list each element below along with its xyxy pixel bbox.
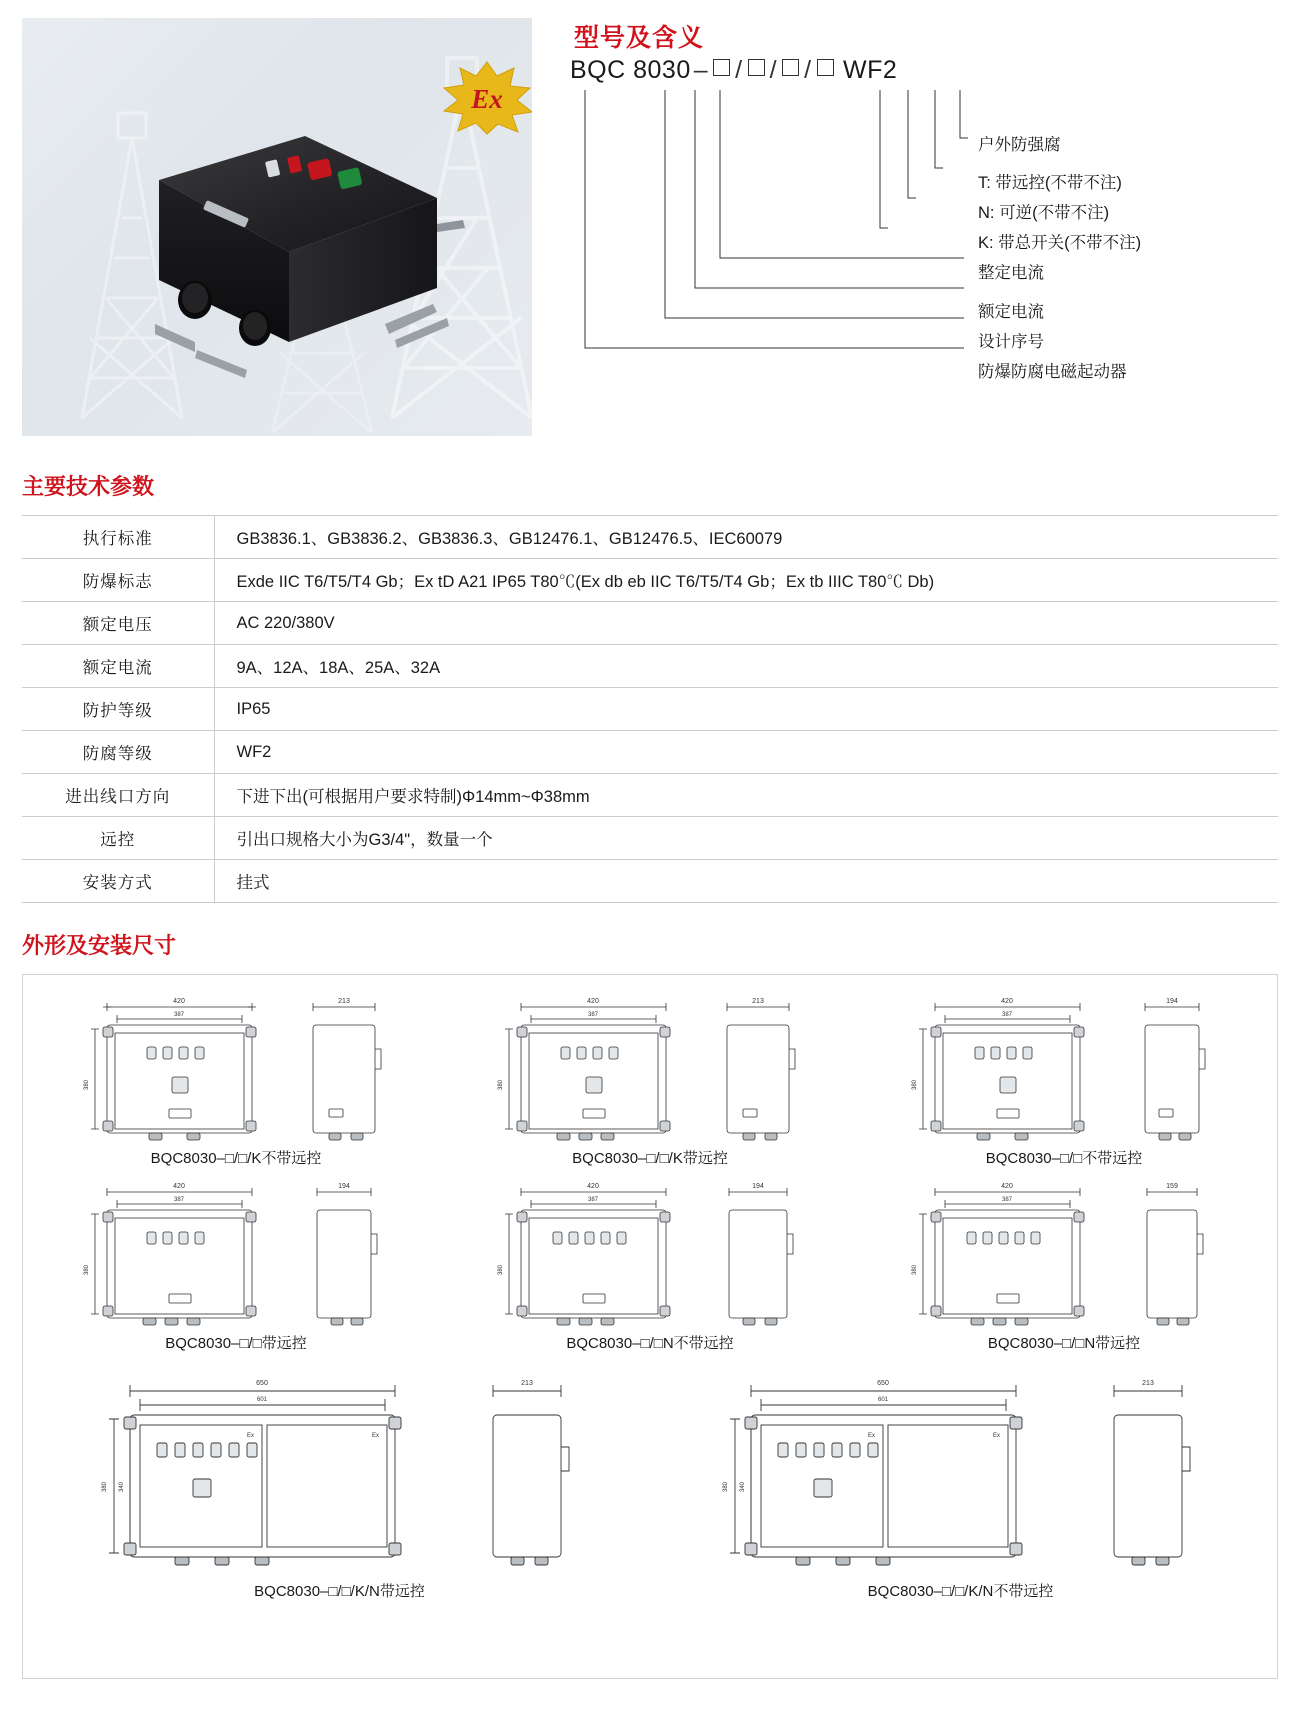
dim-height: 380	[84, 1079, 90, 1091]
model-leader-lines	[560, 50, 1020, 395]
side-view-drawing	[699, 989, 809, 1144]
param-value: 9A、12A、18A、25A、32A	[236, 659, 441, 677]
side-view-drawing	[1086, 1367, 1206, 1577]
legend-item-7: 防爆防腐电磁起动器	[978, 363, 1127, 381]
side-view-drawing	[465, 1367, 585, 1577]
param-key: 进出线口方向	[22, 774, 214, 817]
side-view-drawing	[285, 989, 395, 1144]
legend-item-5: 额定电流	[978, 303, 1044, 321]
dimension-cell	[857, 989, 1271, 1174]
dimension-caption: BQC8030–□/□N不带远控	[566, 1335, 734, 1352]
front-view-drawing	[905, 989, 1105, 1144]
front-view-drawing	[491, 1174, 691, 1329]
dimension-caption: BQC8030–□/□/K带远控	[572, 1150, 728, 1167]
param-key: 额定电压	[22, 602, 214, 645]
dimension-caption: BQC8030–□/□/K/N带远控	[254, 1583, 425, 1600]
dim-width: 420	[173, 998, 185, 1005]
param-key: 防护等级	[22, 688, 214, 731]
front-view-drawing	[716, 1367, 1046, 1577]
front-view-drawing	[905, 1174, 1105, 1329]
ex-mark-1: Ex	[867, 1433, 875, 1439]
legend-item-1: T: 带远控(不带不注)	[978, 174, 1122, 192]
dim-width2: 387	[1001, 1012, 1013, 1018]
dim-width2: 387	[173, 1012, 185, 1018]
ex-badge	[440, 60, 532, 135]
dim-height: 380	[912, 1079, 918, 1091]
dim-side: 194	[752, 1183, 764, 1190]
param-value: IP65	[236, 699, 271, 718]
legend-item-6: 设计序号	[978, 333, 1044, 351]
ex-mark-2: Ex	[371, 1433, 379, 1439]
ex-badge-text: Ex	[471, 84, 503, 114]
front-view-drawing	[491, 989, 691, 1144]
param-value: 挂式	[236, 874, 270, 892]
legend-item-0: 户外防强腐	[978, 136, 1061, 154]
dim-height: 380	[498, 1079, 504, 1091]
table-row	[22, 645, 1278, 688]
dim-side: 213	[1141, 1380, 1154, 1387]
model-code-dash: –	[693, 56, 709, 84]
front-view-drawing	[77, 989, 277, 1144]
dim-width2: 387	[173, 1197, 185, 1203]
dim-side: 213	[520, 1380, 533, 1387]
dim-width: 420	[1001, 1183, 1013, 1190]
dimension-caption: BQC8030–□/□N带远控	[987, 1335, 1141, 1352]
dim-width: 420	[1001, 998, 1013, 1005]
dim-height: 380	[722, 1481, 729, 1493]
dim-width: 420	[587, 1183, 599, 1190]
dim-width: 420	[173, 1183, 185, 1190]
side-view-drawing	[285, 1174, 395, 1329]
dimension-cell	[857, 1174, 1271, 1359]
dimension-caption: BQC8030–□/□/K/N不带远控	[867, 1583, 1054, 1600]
dimension-wide-grid	[23, 1359, 1277, 1601]
dimension-grid	[23, 975, 1277, 1359]
side-view-drawing	[699, 1174, 809, 1329]
side-view-drawing	[1113, 989, 1223, 1144]
dim-width2: 387	[587, 1197, 599, 1203]
param-value: 下进下出(可根据用户要求特制)Φ14mm~Φ38mm	[236, 788, 590, 806]
param-value: AC 220/380V	[236, 613, 335, 632]
params-table	[22, 515, 1278, 903]
legend-item-2: N: 可逆(不带不注)	[978, 204, 1110, 222]
dim-side: 213	[338, 998, 350, 1005]
model-section-title: 型号及含义	[574, 24, 705, 52]
dim-width: 650	[876, 1380, 889, 1387]
param-key: 额定电流	[22, 645, 214, 688]
dim-height2: 340	[739, 1481, 746, 1493]
front-view-drawing	[95, 1367, 425, 1577]
dim-side: 194	[1166, 998, 1178, 1005]
param-value: Exde IIC T6/T5/T4 Gb；Ex tD A21 IP65 T80℃(Ex db eb IIC T6/T5/T4 Gb；Ex tb IIIC T80℃ Db)	[236, 573, 935, 591]
dimension-caption: BQC8030–□/□/K不带远控	[150, 1150, 322, 1167]
dim-height2: 340	[118, 1481, 125, 1493]
dim-width: 420	[587, 998, 599, 1005]
dim-height: 380	[912, 1264, 918, 1276]
model-code-suffix: WF2	[842, 56, 898, 84]
ex-mark-1: Ex	[246, 1433, 254, 1439]
param-key: 远控	[22, 817, 214, 860]
starter-device-image	[137, 128, 457, 368]
dimension-cell	[29, 989, 443, 1174]
table-row	[22, 860, 1278, 903]
dim-height: 380	[101, 1481, 108, 1493]
model-code: BQC 8030 – / / / WF2	[570, 56, 898, 84]
table-row	[22, 602, 1278, 645]
dim-side: 194	[338, 1183, 350, 1190]
dimension-cell-wide	[29, 1367, 650, 1601]
dim-width2: 601	[256, 1397, 267, 1403]
front-view-drawing	[77, 1174, 277, 1329]
table-row	[22, 688, 1278, 731]
dimension-caption: BQC8030–□/□带远控	[165, 1335, 307, 1352]
dim-side: 159	[1166, 1183, 1178, 1190]
dimension-cell	[29, 1174, 443, 1359]
product-photo	[22, 18, 532, 436]
dim-width2: 387	[1001, 1197, 1013, 1203]
param-value: 引出口规格大小为G3/4"，数量一个	[236, 831, 493, 849]
dim-width: 650	[255, 1380, 268, 1387]
table-row	[22, 817, 1278, 860]
param-value: GB3836.1、GB3836.2、GB3836.3、GB12476.1、GB12476.5、IEC60079	[236, 530, 783, 548]
dim-height: 380	[84, 1264, 90, 1276]
params-section-title: 主要技术参数	[22, 474, 155, 499]
dimension-cell	[443, 989, 857, 1174]
side-view-drawing	[1113, 1174, 1223, 1329]
param-key: 执行标准	[22, 516, 214, 559]
dim-side: 213	[752, 998, 764, 1005]
param-value: WF2	[236, 742, 272, 761]
param-key: 安装方式	[22, 860, 214, 903]
param-key: 防腐等级	[22, 731, 214, 774]
table-row	[22, 774, 1278, 817]
dimensions-panel	[22, 974, 1278, 1679]
dimension-caption: BQC8030–□/□不带远控	[985, 1150, 1143, 1167]
dimension-cell-wide	[650, 1367, 1271, 1601]
legend-item-3: K: 带总开关(不带不注)	[978, 234, 1142, 252]
table-row	[22, 559, 1278, 602]
dim-width2: 387	[587, 1012, 599, 1018]
table-row	[22, 516, 1278, 559]
dimensions-section-title: 外形及安装尺寸	[22, 933, 177, 958]
ex-mark-2: Ex	[992, 1433, 1000, 1439]
legend-item-4: 整定电流	[978, 264, 1044, 282]
dim-width2: 601	[877, 1397, 888, 1403]
top-section	[0, 0, 1300, 470]
dimension-cell	[443, 1174, 857, 1359]
dim-height: 380	[498, 1264, 504, 1276]
param-key: 防爆标志	[22, 559, 214, 602]
table-row	[22, 731, 1278, 774]
model-code-prefix: BQC 8030	[570, 56, 691, 84]
